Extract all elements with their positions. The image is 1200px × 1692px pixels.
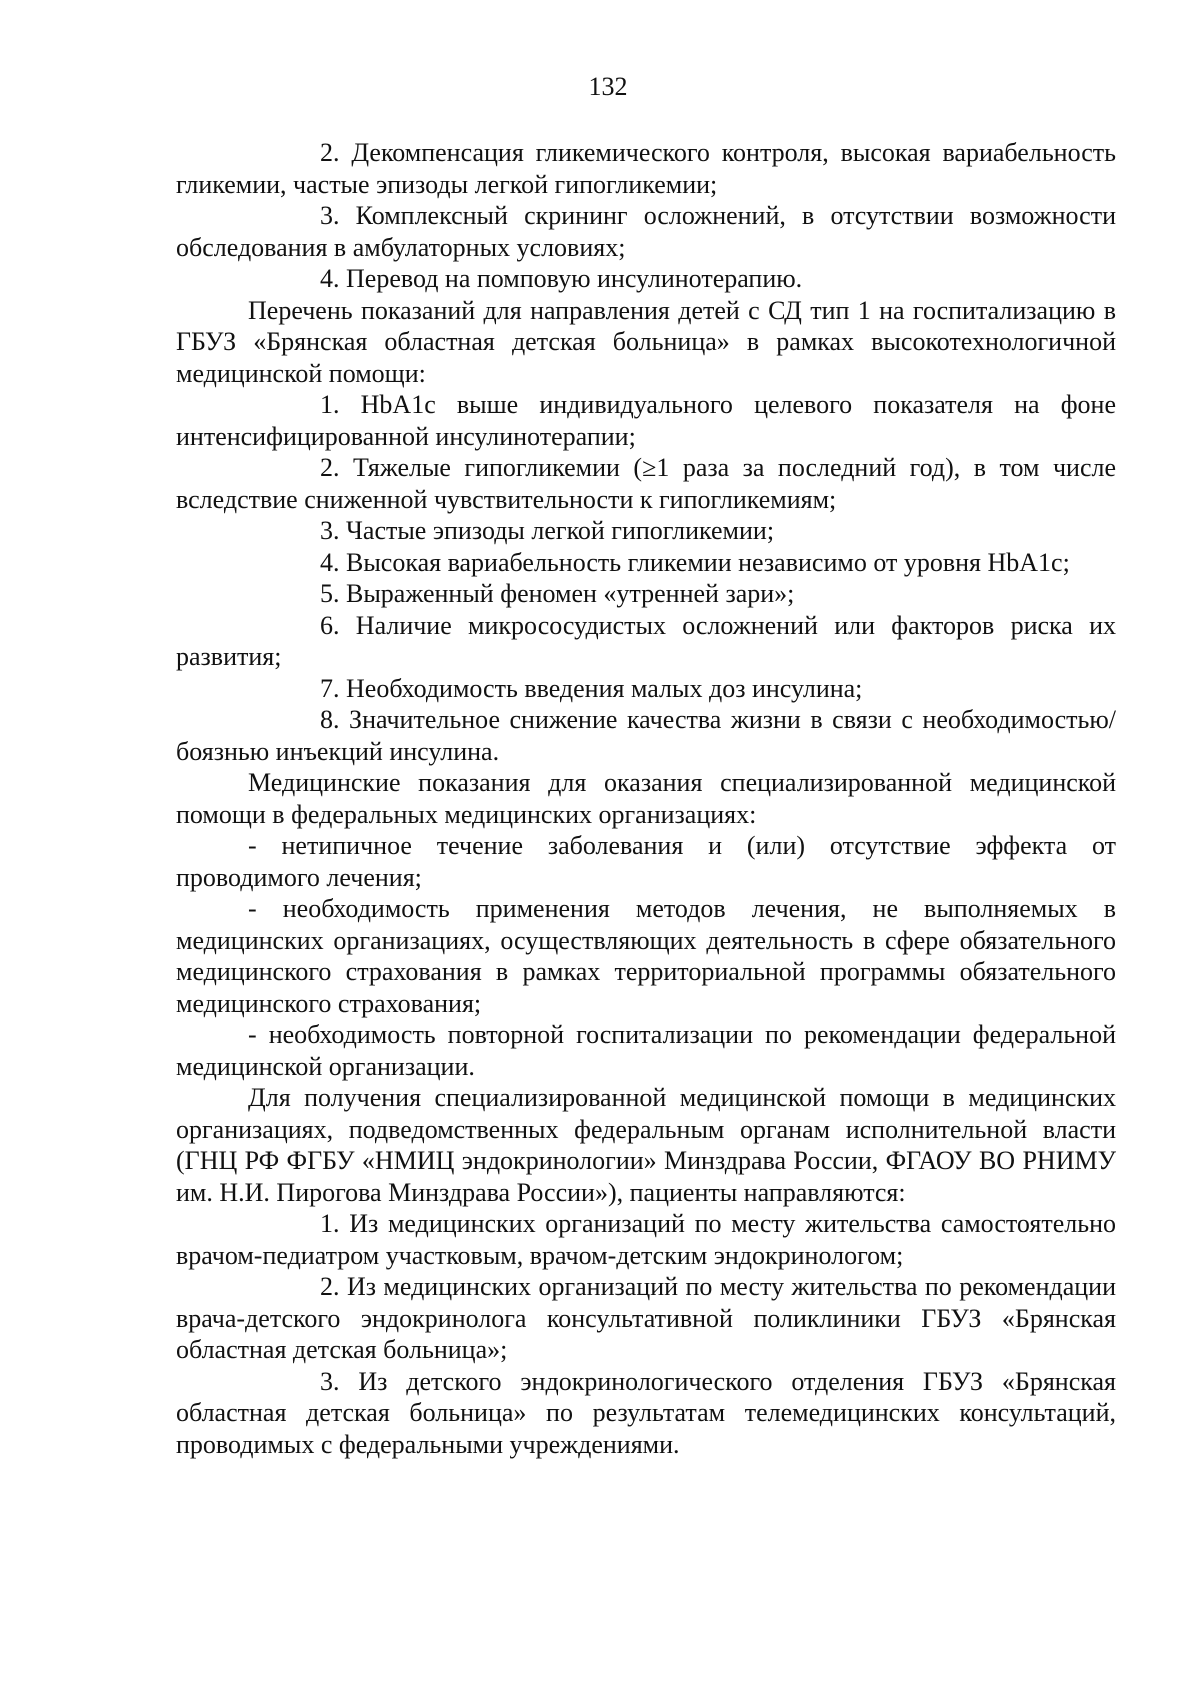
paragraph-text: Из медицинских организаций по месту жительства по рекомендации врача-детского эндокринолога консультативной поликлиники ГБУЗ «Брянская областная детская больница»; [176,1272,1117,1364]
list-item [176,704,1116,767]
list-item [176,830,1116,893]
list-item [176,389,1116,452]
list-number: 2. [320,1272,340,1301]
page-number: 132 [588,72,628,101]
list-number: 8. [320,705,340,734]
paragraph-text: Из детского эндокринологического отделения ГБУЗ «Брянская областная детская больница» по результатам телемедицинских консультаций, проводимых с федеральными учреждениями. [176,1366,1116,1459]
paragraph-text: Перечень показаний для направления детей с СД тип 1 на госпитализацию в ГБУЗ «Брянская областная детская больница» в рамках высокотехнологичной медицинской помощи: [176,295,1116,388]
paragraph [176,767,1116,830]
paragraph-text: Необходимость введения малых доз инсулина; [346,673,863,703]
list-item [176,1366,1116,1461]
paragraph-text: Декомпенсация гликемического контроля, высокая вариабельность гликемии, частые эпизоды легкой гипогликемии; [176,138,1116,199]
list-number: 2. [320,138,340,167]
list-number: 1. [320,1209,340,1238]
list-item [176,893,1116,1019]
list-number: 4. [320,264,340,293]
paragraph-text: Для получения специализированной медицинской помощи в медицинских организациях, подведомственных федеральным органам исполнительной власти (ГНЦ РФ ФГБУ «НМИЦ эндокринологии» Минздрава России, ФГАОУ ВО РНИМУ им. Н.И. Пирогова Минздрава России»), пациенты направляются: [176,1083,1116,1207]
paragraph-text: Из медицинских организаций по месту жительства самостоятельно врачом-педиатром участковым, врачом-детским эндокринологом; [176,1209,1117,1270]
paragraph-text: Высокая вариабельность гликемии независимо от уровня HbA1c; [346,547,1070,577]
list-item [176,1271,1116,1366]
paragraph-text: Медицинские показания для оказания специализированной медицинской помощи в федеральных медицинских организациях: [176,768,1116,829]
paragraph-text: нетипичное течение заболевания и (или) отсутствие эффекта от проводимого лечения; [176,831,1116,892]
list-number: 3. [320,201,340,230]
list-number: 4. [320,547,340,577]
paragraph-text: Перевод на помповую инсулинотерапию. [346,264,803,293]
list-number: 5. [320,579,340,608]
list-item [176,263,1116,295]
paragraph-text: необходимость повторной госпитализации по рекомендации федеральной медицинской организации. [176,1020,1117,1081]
paragraph [176,295,1116,390]
paragraph-text: Комплексный скрининг осложнений, в отсутствии возможности обследования в амбулаторных условиях; [176,201,1116,262]
list-item [176,452,1116,515]
list-number: 2. [320,453,340,482]
list-dash: - [248,1020,257,1049]
list-item [176,673,1116,705]
list-number: 3. [320,1366,340,1396]
list-number: 1. [320,390,340,419]
document-body [176,137,1116,1460]
paragraph-text: Тяжелые гипогликемии (≥1 раза за последний год), в том числе вследствие сниженной чувствительности к гипогликемиям; [176,453,1116,514]
paragraph-text: Частые эпизоды легкой гипогликемии; [346,516,775,545]
list-item [176,1208,1116,1271]
list-item [176,200,1116,263]
paragraph-text: Значительное снижение качества жизни в связи с необходимостью/боязнью инъекций инсулина. [176,705,1117,766]
list-item [176,1019,1116,1082]
list-dash: - [248,894,257,923]
list-item [176,515,1116,547]
paragraph-text: необходимость применения методов лечения, не выполняемых в медицинских организациях, осуществляющих деятельность в сфере обязательного медицинского страхования в рамках территориальной программы обязательного медицинского страхования; [176,894,1116,1018]
list-item [176,578,1116,610]
list-number: 7. [320,673,340,703]
list-number: 6. [320,610,340,640]
list-item [176,610,1116,673]
paragraph-text: Выраженный феномен «утренней зари»; [346,579,795,608]
paragraph [176,1082,1116,1208]
list-dash: - [248,831,257,860]
paragraph-text: HbA1c выше индивидуального целевого показателя на фоне интенсифицированной инсулинотерапии; [176,390,1117,451]
paragraph-text: Наличие микрососудистых осложнений или факторов риска их развития; [176,610,1117,671]
list-number: 3. [320,516,340,545]
list-item [176,137,1116,200]
list-item [176,547,1116,579]
